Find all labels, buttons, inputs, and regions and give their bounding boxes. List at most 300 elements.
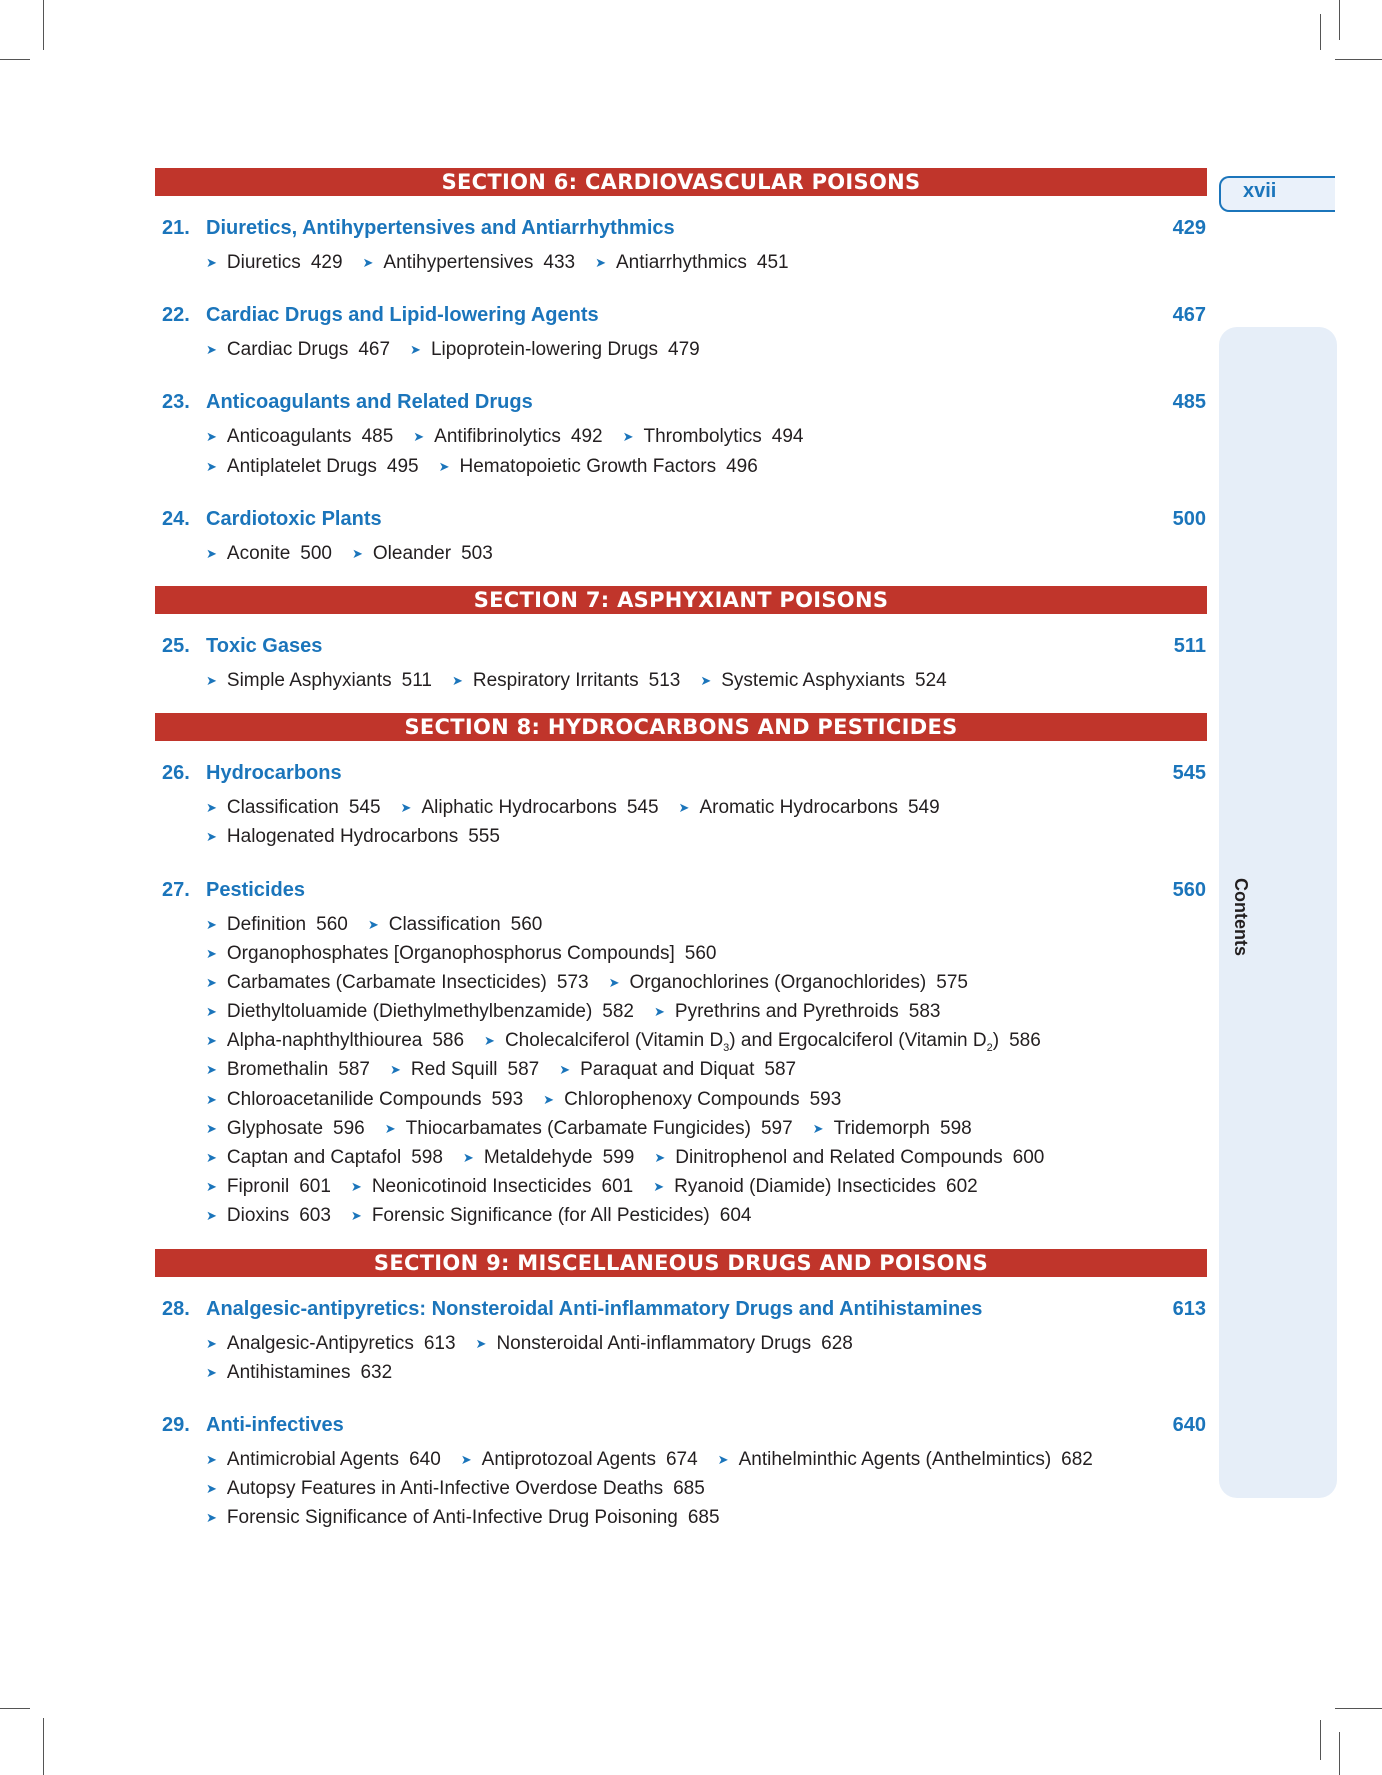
topic-page: 586 — [432, 1030, 465, 1052]
topic-label-text: Antiprotozoal Agents — [481, 1448, 656, 1470]
topic-label-text: Antiarrhythmics — [616, 252, 747, 273]
chapter-entry — [155, 1289, 1207, 1387]
topic-item[interactable] — [543, 1085, 841, 1115]
chapter-entry — [155, 753, 1207, 851]
topic-item[interactable] — [700, 666, 946, 696]
topic-label — [389, 914, 501, 935]
arrowhead-icon: ➤ — [206, 1179, 217, 1195]
topic-label — [227, 426, 352, 447]
topic-item[interactable] — [385, 1114, 793, 1144]
topic-label — [459, 456, 716, 477]
chapter-heading[interactable] — [155, 626, 1207, 666]
chapter-entry — [155, 208, 1207, 277]
topic-label — [675, 1001, 899, 1022]
arrowhead-icon: ➤ — [206, 1364, 217, 1380]
topic-page: 573 — [556, 971, 589, 993]
topic-page: 601 — [299, 1176, 331, 1198]
topic-item[interactable] — [351, 1172, 633, 1202]
topic-label-text: Definition — [226, 913, 307, 935]
chapter-title: Hydrocarbons — [206, 762, 342, 785]
topic-item[interactable] — [623, 422, 804, 452]
topic-page: 451 — [756, 252, 789, 273]
topic-item[interactable] — [206, 1503, 720, 1533]
arrowhead-icon: ➤ — [206, 342, 217, 358]
topic-line — [155, 793, 1207, 822]
arrowhead-icon: ➤ — [362, 255, 374, 270]
arrowhead-icon: ➤ — [350, 1208, 362, 1224]
topic-page: 560 — [510, 913, 543, 935]
chapter-heading[interactable] — [155, 295, 1207, 335]
topic-line — [155, 1114, 1207, 1143]
arrowhead-icon: ➤ — [367, 916, 379, 932]
chapter-number: 27. — [162, 878, 190, 901]
topic-label — [227, 972, 547, 993]
topic-line — [155, 1172, 1207, 1201]
topic-page: 524 — [915, 669, 947, 691]
topic-label — [616, 252, 747, 273]
arrowhead-icon: ➤ — [206, 800, 217, 816]
topic-label — [227, 670, 392, 691]
crop-mark — [1339, 1732, 1340, 1775]
topic-label-text: ) and Ergocalciferol (Vitamin D — [729, 1030, 987, 1052]
topic-page: 603 — [299, 1205, 331, 1227]
arrowhead-icon: ➤ — [400, 800, 412, 816]
subscript: 3 — [723, 1042, 730, 1055]
chapter-entry — [155, 1405, 1207, 1533]
topic-item[interactable] — [206, 1172, 331, 1202]
topic-label — [227, 797, 339, 818]
topic-item[interactable] — [206, 1329, 456, 1359]
chapter-number: 24. — [162, 507, 190, 530]
topic-page: 560 — [316, 913, 348, 935]
chapter-heading[interactable] — [155, 753, 1207, 793]
topic-label — [383, 252, 533, 273]
arrowhead-icon: ➤ — [206, 255, 217, 270]
arrowhead-icon: ➤ — [812, 1120, 824, 1136]
topic-label-text: Carbamates (Carbamate Insecticides) — [226, 971, 547, 993]
topic-page: 604 — [719, 1205, 752, 1227]
topic-page: 500 — [300, 542, 332, 564]
topic-label-text: Classification — [388, 913, 501, 935]
chapter-number: 21. — [162, 217, 190, 239]
topic-page: 593 — [491, 1088, 524, 1110]
chapter-page: 613 — [1172, 1297, 1206, 1320]
topic-label — [227, 252, 301, 273]
arrowhead-icon: ➤ — [622, 429, 634, 445]
chapter-heading[interactable] — [155, 1405, 1207, 1445]
section-spacer — [155, 1277, 1207, 1289]
arrowhead-icon: ➤ — [206, 916, 217, 932]
chapter-title: Pesticides — [206, 878, 305, 901]
section-spacer — [155, 741, 1207, 753]
topic-label-text: Alpha-naphthylthiourea — [226, 1030, 423, 1052]
arrowhead-icon: ➤ — [595, 255, 606, 270]
topic-page: 513 — [648, 669, 681, 691]
topic-item[interactable] — [206, 822, 500, 852]
chapter-page: 640 — [1172, 1413, 1206, 1436]
topic-label — [473, 670, 639, 691]
arrowhead-icon: ➤ — [206, 545, 217, 561]
arrowhead-icon: ➤ — [384, 1120, 396, 1136]
section-header: SECTION 6: CARDIOVASCULAR POISONS — [155, 168, 1207, 196]
topic-item[interactable] — [206, 1085, 523, 1115]
chapter-page: 429 — [1172, 217, 1206, 239]
topic-label-text: Classification — [226, 797, 339, 819]
topic-item[interactable] — [410, 335, 700, 365]
topic-label-text: Halogenated Hydrocarbons — [226, 826, 459, 848]
topic-page: 586 — [1009, 1030, 1041, 1052]
topic-line — [155, 997, 1207, 1026]
topic-label — [431, 339, 658, 360]
topic-label-text: Chlorophenoxy Compounds — [564, 1088, 800, 1110]
topic-item[interactable] — [206, 1055, 370, 1085]
topic-item[interactable] — [461, 1445, 698, 1475]
arrowhead-icon: ➤ — [438, 458, 450, 474]
topic-label — [834, 1118, 930, 1139]
topic-item[interactable] — [653, 1172, 978, 1202]
arrowhead-icon: ➤ — [206, 1004, 217, 1020]
topic-page: 555 — [468, 826, 500, 848]
topic-item[interactable] — [401, 793, 659, 823]
crop-mark — [1335, 59, 1382, 60]
chapter-title: Anti-infectives — [206, 1413, 344, 1436]
topic-label — [484, 1147, 593, 1168]
topic-label-text: Forensic Significance (for All Pesticides) — [371, 1205, 710, 1227]
topic-item[interactable] — [206, 335, 390, 365]
topic-label — [227, 1176, 289, 1197]
topic-label — [227, 1449, 399, 1470]
topic-item[interactable] — [206, 1445, 441, 1475]
topic-page: 587 — [338, 1059, 370, 1081]
topic-label — [227, 1030, 422, 1051]
topic-page: 601 — [601, 1176, 634, 1198]
chapter-entry — [155, 295, 1207, 364]
topic-page: 613 — [423, 1332, 456, 1354]
crop-mark — [1335, 1708, 1382, 1709]
topic-label-text: Thiocarbamates (Carbamate Fungicides) — [405, 1117, 751, 1139]
topic-item[interactable] — [476, 1329, 853, 1359]
topic-label — [227, 1333, 414, 1354]
topic-label — [227, 943, 675, 964]
topic-label-text: Paraquat and Diquat — [580, 1059, 755, 1081]
topic-label-text: Organophosphates [Organophosphorus Compounds] — [226, 942, 675, 964]
chapter-entry — [155, 626, 1207, 695]
topic-label — [227, 1118, 323, 1139]
topic-label-text: Antiplatelet Drugs — [226, 455, 377, 477]
crop-mark — [1339, 0, 1340, 40]
section-header: SECTION 8: HYDROCARBONS AND PESTICIDES — [155, 713, 1207, 741]
topic-label — [406, 1118, 751, 1139]
topic-page: 587 — [507, 1059, 540, 1081]
topic-label-text: Antifibrinolytics — [434, 426, 561, 448]
topic-page: 433 — [543, 252, 576, 273]
topic-line — [155, 1026, 1207, 1055]
chapter-heading[interactable] — [155, 1289, 1207, 1329]
page-number: xvii — [1243, 180, 1277, 202]
topic-label — [421, 797, 616, 818]
crop-mark — [0, 59, 30, 60]
topic-label-text: Aliphatic Hydrocarbons — [421, 797, 617, 819]
arrowhead-icon: ➤ — [654, 1150, 666, 1165]
crop-mark — [43, 1718, 44, 1775]
topic-item[interactable] — [206, 939, 716, 969]
topic-label — [372, 1176, 592, 1197]
topic-page: 575 — [936, 971, 968, 993]
topic-line — [155, 939, 1207, 968]
arrowhead-icon: ➤ — [413, 429, 425, 445]
topic-item[interactable] — [679, 793, 940, 823]
topic-line — [155, 1143, 1207, 1172]
topic-label-text: Autopsy Features in Anti-Infective Overdose Deaths — [226, 1478, 664, 1500]
crop-mark — [1320, 1720, 1321, 1760]
topic-item[interactable] — [654, 997, 941, 1027]
chapter-heading[interactable] — [155, 870, 1207, 910]
chapter-number: 22. — [162, 304, 190, 327]
arrowhead-icon: ➤ — [206, 1208, 217, 1224]
topic-item[interactable] — [206, 422, 393, 452]
topic-label — [644, 426, 762, 447]
topic-page: 632 — [360, 1361, 393, 1383]
crop-mark — [0, 1708, 30, 1709]
topic-line — [155, 539, 1207, 568]
topic-item[interactable] — [206, 539, 332, 569]
topic-label — [227, 1478, 663, 1499]
topic-page: 511 — [401, 669, 432, 691]
topic-label-text: Red Squill — [410, 1059, 498, 1081]
chapter-title: Analgesic-antipyretics: Nonsteroidal Anti-inflammatory Drugs and Antihistamines — [206, 1297, 983, 1320]
chapter-title: Cardiotoxic Plants — [206, 507, 382, 530]
topic-label-text: Dioxins — [226, 1205, 290, 1227]
chapter-heading[interactable] — [155, 499, 1207, 539]
topic-label-text: Bromethalin — [226, 1059, 329, 1081]
topic-line — [155, 822, 1207, 851]
chapter-page: 467 — [1172, 304, 1206, 327]
topic-page: 492 — [570, 426, 603, 448]
topic-label-text: Chloroacetanilide Compounds — [226, 1088, 482, 1110]
topic-label — [482, 1449, 656, 1470]
topic-label — [372, 1205, 710, 1226]
topic-item[interactable] — [813, 1114, 972, 1144]
chapter-page: 500 — [1172, 507, 1206, 530]
topic-page: 593 — [809, 1088, 842, 1110]
topic-label-text: Glyphosate — [226, 1117, 324, 1139]
topic-label-text: Ryanoid (Diamide) Insecticides — [674, 1176, 937, 1198]
topic-item[interactable] — [206, 452, 419, 482]
topic-label — [227, 339, 348, 360]
topic-item[interactable] — [206, 1026, 464, 1056]
chapter-entry — [155, 382, 1207, 480]
arrowhead-icon: ➤ — [717, 1451, 729, 1467]
chapter-title: Toxic Gases — [206, 634, 323, 657]
topic-page: 596 — [333, 1117, 365, 1139]
topic-page: 682 — [1061, 1448, 1093, 1470]
topic-page: 485 — [361, 426, 394, 448]
topic-line — [155, 335, 1207, 364]
topic-page: 429 — [310, 252, 343, 273]
topic-page: 495 — [386, 455, 419, 477]
topic-label — [227, 1059, 328, 1080]
topic-item[interactable] — [206, 1114, 365, 1144]
arrowhead-icon: ➤ — [559, 1062, 571, 1078]
topic-item[interactable] — [206, 968, 589, 998]
topic-label-text: Organochlorines (Organochlorides) — [629, 971, 927, 993]
arrowhead-icon: ➤ — [451, 672, 463, 688]
subscript: 2 — [986, 1042, 993, 1055]
topic-page: 467 — [358, 339, 391, 361]
topic-label-text: Cholecalciferol (Vitamin D — [504, 1030, 724, 1052]
arrowhead-icon: ➤ — [390, 1062, 401, 1078]
topic-label-text: Antihistamines — [226, 1361, 351, 1383]
topic-item[interactable] — [413, 422, 602, 452]
side-tab-label: Contents — [1231, 878, 1251, 956]
arrowhead-icon: ➤ — [475, 1335, 487, 1351]
arrowhead-icon: ➤ — [350, 1179, 362, 1195]
topic-item[interactable] — [206, 793, 381, 823]
topic-line — [155, 1055, 1207, 1084]
topic-page: 582 — [602, 1001, 634, 1023]
topic-item[interactable] — [363, 248, 576, 278]
topic-item[interactable] — [463, 1143, 634, 1173]
chapter-heading[interactable] — [155, 208, 1207, 248]
topic-item[interactable] — [206, 997, 634, 1027]
topic-item[interactable] — [368, 910, 543, 940]
topic-page: 599 — [602, 1147, 635, 1168]
topic-label — [580, 1059, 754, 1080]
arrowhead-icon: ➤ — [653, 1179, 665, 1195]
topic-label-text: Antimicrobial Agents — [226, 1448, 400, 1470]
topic-label — [227, 1001, 592, 1022]
chapter-entry — [155, 870, 1207, 1231]
topic-label-text: Systemic Asphyxiants — [721, 669, 905, 691]
topic-label — [434, 426, 561, 447]
topic-label-text: Antihelminthic Agents (Anthelmintics) — [738, 1448, 1052, 1470]
topic-page: 597 — [760, 1117, 793, 1139]
topic-label — [227, 456, 377, 477]
topic-item[interactable] — [351, 1201, 752, 1231]
chapter-number: 25. — [162, 634, 190, 657]
topic-page: 560 — [684, 942, 717, 964]
topic-page: 685 — [673, 1478, 705, 1500]
topic-label-text: Oleander — [372, 542, 452, 564]
topic-label-text: Aconite — [226, 542, 291, 564]
topic-label-text: Cardiac Drugs — [226, 339, 349, 361]
topic-page: 674 — [665, 1448, 698, 1470]
topic-label — [373, 543, 451, 564]
topic-page: 549 — [907, 797, 940, 819]
arrowhead-icon: ➤ — [206, 1481, 217, 1497]
topic-item[interactable] — [206, 1143, 443, 1173]
arrowhead-icon: ➤ — [206, 429, 217, 445]
topic-line — [155, 1474, 1207, 1503]
chapter-entry — [155, 499, 1207, 568]
arrowhead-icon: ➤ — [206, 1120, 217, 1136]
topic-item[interactable] — [718, 1445, 1093, 1475]
topic-label-text: Diethyltoluamide (Diethylmethylbenzamide) — [226, 1001, 593, 1023]
section-header: SECTION 7: ASPHYXIANT POISONS — [155, 586, 1207, 614]
arrowhead-icon: ➤ — [206, 974, 217, 990]
topic-item[interactable] — [206, 666, 432, 696]
topic-item[interactable] — [206, 1474, 705, 1504]
topic-label-text: Metaldehyde — [483, 1147, 593, 1168]
topic-label — [675, 1147, 1002, 1168]
topic-label — [699, 797, 898, 818]
topic-item[interactable] — [352, 539, 493, 569]
topic-page: 479 — [668, 339, 700, 361]
topic-item[interactable] — [452, 666, 680, 696]
topic-item[interactable] — [390, 1055, 539, 1085]
topic-label-text: Nonsteroidal Anti-inflammatory Drugs — [496, 1332, 812, 1354]
topic-label — [411, 1059, 498, 1080]
topic-label — [227, 1507, 678, 1528]
arrowhead-icon: ➤ — [700, 672, 712, 688]
arrowhead-icon: ➤ — [410, 342, 421, 358]
topic-label-text: Thrombolytics — [643, 426, 762, 448]
chapter-number: 23. — [162, 391, 190, 414]
chapter-heading[interactable] — [155, 382, 1207, 422]
topic-label-text: Captan and Captafol — [226, 1147, 402, 1168]
topic-line — [155, 666, 1207, 695]
topic-item[interactable] — [206, 248, 343, 278]
arrowhead-icon: ➤ — [206, 1510, 217, 1526]
topic-page: 545 — [626, 797, 659, 819]
topic-page: 602 — [946, 1176, 978, 1198]
arrowhead-icon: ➤ — [206, 1451, 217, 1467]
topic-label-text: Fipronil — [226, 1176, 290, 1198]
page-number-tab — [1219, 176, 1335, 212]
topic-label-text: Hematopoietic Growth Factors — [459, 455, 717, 477]
arrowhead-icon: ➤ — [206, 1033, 217, 1049]
topic-label — [227, 914, 306, 935]
arrowhead-icon: ➤ — [678, 800, 690, 816]
topic-label — [739, 1449, 1052, 1470]
topic-label — [629, 972, 926, 993]
topic-line — [155, 1085, 1207, 1114]
topic-label — [564, 1089, 800, 1110]
topic-line — [155, 968, 1207, 997]
chapter-page: 560 — [1172, 878, 1206, 901]
chapter-page: 511 — [1173, 634, 1206, 657]
topic-line — [155, 1445, 1207, 1474]
arrowhead-icon: ➤ — [206, 1335, 217, 1351]
topic-page: 598 — [411, 1147, 443, 1168]
arrowhead-icon: ➤ — [206, 1062, 217, 1078]
topic-item[interactable] — [595, 248, 789, 278]
arrowhead-icon: ➤ — [654, 1004, 665, 1020]
topic-item[interactable] — [559, 1055, 796, 1085]
topic-item[interactable] — [206, 1201, 331, 1231]
topic-item[interactable] — [654, 1143, 1044, 1173]
topic-page: 587 — [764, 1059, 797, 1081]
arrowhead-icon: ➤ — [206, 672, 217, 688]
topic-label-text: Diuretics — [226, 252, 301, 273]
arrowhead-icon: ➤ — [462, 1150, 474, 1165]
topic-page: 600 — [1012, 1147, 1045, 1168]
topic-label-text: Antihypertensives — [383, 252, 534, 273]
chapter-title: Diuretics, Antihypertensives and Antiarrhythmics — [206, 217, 675, 239]
topic-page: 628 — [821, 1332, 853, 1354]
topic-label-text: Neonicotinoid Insecticides — [371, 1176, 592, 1198]
section-header: SECTION 9: MISCELLANEOUS DRUGS AND POISONS — [155, 1249, 1207, 1277]
topic-label-text: Pyrethrins and Pyrethroids — [674, 1001, 899, 1023]
topic-item[interactable] — [439, 452, 758, 482]
topic-line — [155, 1201, 1207, 1230]
topic-item[interactable] — [609, 968, 968, 998]
topic-label-text: ) — [992, 1030, 1000, 1052]
topic-item[interactable] — [206, 910, 348, 940]
topic-line — [155, 1503, 1207, 1532]
topic-page: 496 — [726, 455, 758, 477]
topic-item[interactable] — [206, 1358, 392, 1388]
